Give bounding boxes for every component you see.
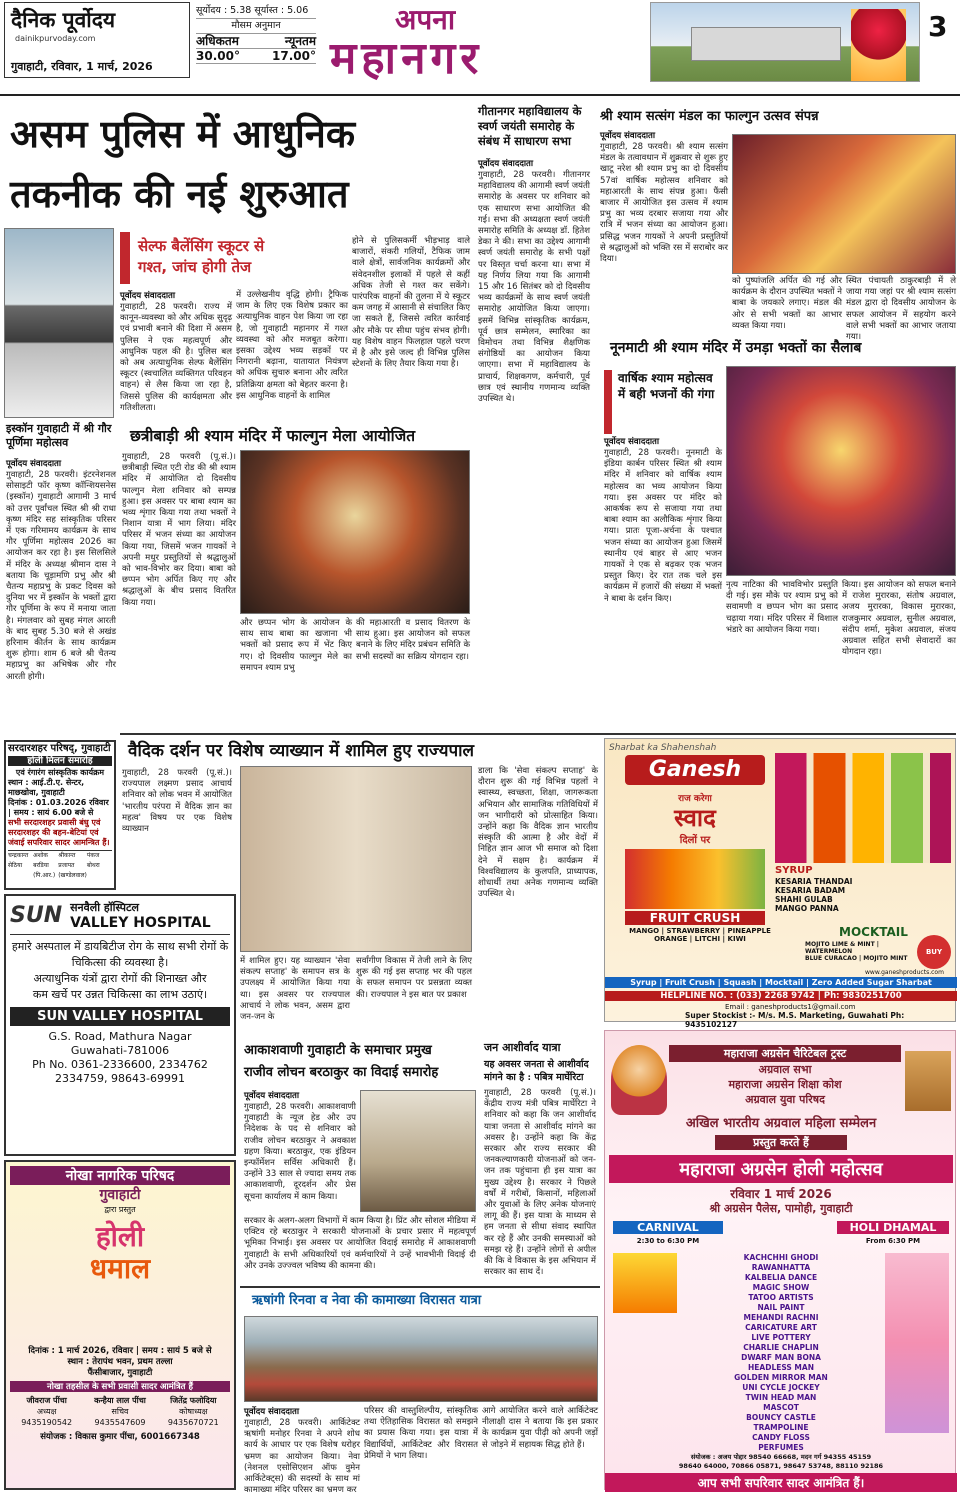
weather-box (196, 4, 316, 64)
ganesh-brand: Ganesh (625, 755, 765, 785)
ganesh-category-bar: Syrup | Fruit Crush | Squash | Mocktail | Zero Added Sugar Sharbat (605, 977, 957, 988)
sardarshahar-event-sub: एवं रंगारंग सांस्कृतिक कार्यक्रम (15, 768, 105, 777)
temp-labels: अधिकतम न्यूनतम (196, 34, 316, 48)
rishangi-body-1: गुवाहाटी, 28 फरवरी। आर्किटेक्ट ऋषांगी मनोहर रिनवा ने अपने शोध कार्य के आधार पर एक विशेष धरोहर भ्रमण का आयोजन किया। नेवा (नेशनल एसोसिएशन ऑफ वुमेन आर्किटेक्ट्स) की सदस्यों के साथ मां कामाख्या मंदिर परिसर का भ्रमण कर (244, 1418, 360, 1496)
attraction-item: TATOO ARTISTS (748, 1293, 814, 1302)
nokha-person: जीवराज पींचा अध्यक्ष 9435190542 (21, 1396, 73, 1427)
ganesh-stockist: Super Stockist :- M/s. M.S. Marketing, Guwahati Ph: 9435102127 (685, 1011, 905, 1029)
building-shape (691, 27, 841, 61)
rishangi-headline: ऋषांगी रिनवा व नेवा की कामाख्या विरासत यात्रा (252, 1293, 482, 1308)
agrasen-ad (604, 1030, 956, 1490)
attraction-item: CANDY FLOSS (752, 1433, 810, 1442)
rishangi-byline: पूर्वोदय संवाददाता (244, 1407, 300, 1417)
nokha-person: कन्हैया लाल पींचा सचिव 9435547609 (94, 1396, 146, 1427)
dancer-shape (851, 9, 906, 81)
noonmati-photo (726, 366, 956, 576)
akashvani-headline: आकाशवाणी गुवाहाटी के समाचार प्रमुख राजीव लोचन बरठाकुर का विदाई समारोह (244, 1043, 439, 1080)
section-top: अपना (395, 3, 456, 36)
agrasen-carnival: CARNIVAL (613, 1221, 723, 1234)
attraction-item: MAGIC SHOW (752, 1283, 810, 1292)
akashvani-body-2: सरकार के अलग-अलग विभागों में काम किया है। प्रिंट और सोशल मीडिया में एक्टिव रहे बरठाकुर ने सरकारी योजनाओं के प्रचार प्रसार में महत्वपूर्ण भूमिका निभाई। इस अवसर पर आयोजित विदाई समारोह में आकाशवाणी गुवाहाटी के सभी अधिकारियों एवं कर्मचारियों ने उन्हें भावभीनी विदाई दी और उनके उज्ज्वल भविष्य की कामना की। (244, 1216, 476, 1271)
ganesh-website: www.ganeshproducts.com (865, 969, 944, 976)
nokha-invite: नोखा तहसील के सभी प्रवासी सादर आमंत्रित हैं (10, 1381, 230, 1392)
ganesh-fruit-crush: FRUIT CRUSH (625, 911, 765, 925)
attraction-item: PERFUMES (758, 1443, 804, 1452)
sardarshahar-officials: चन्द्रकान्त सेठिया अशोक बरडिया (पि.आर.) श्रीकान्त प्रजापत (खण्डेलवाल) पंकज बोथरा (8, 850, 112, 881)
vedic-body-1: गुवाहाटी, 28 फरवरी (पू.सं.)। राज्यपाल लक्ष्मण प्रसाद आचार्य शनिवार को लोक भवन में आयोजित 'भारतीय परंपरा में वैदिक ज्ञान का महत्व' विषय पर एक विशेष व्याख्यान (122, 768, 232, 835)
satsang-photo (732, 134, 956, 274)
agrasen-holi-dhamal: HOLI DHAMAL (837, 1221, 949, 1234)
ganesh-crush-bottles (625, 849, 765, 909)
weather-label: मौसम अनुमान (196, 19, 316, 34)
sunvalley-address: G.S. Road, Mathura Nagar Guwahati-781006 Ph No. 0361-2336600, 2334762 2334759, 98643-69991 (32, 1030, 208, 1085)
agrasen-event: महाराजा अग्रसेन होली महोत्सव (609, 1155, 953, 1183)
divider (240, 1286, 600, 1288)
ganesh-buy-now: BUY (917, 935, 951, 969)
noonmati-byline: पूर्वोदय संवाददाता (604, 437, 660, 447)
chhatribari-photo (240, 450, 470, 614)
paper-name: दैनिक पूर्वोदय (11, 7, 116, 32)
agrasen-line-4: अग्रवाल युवा परिषद (745, 1093, 825, 1106)
scooter-photo (4, 228, 114, 418)
attraction-item: RAWANHATTA (751, 1263, 811, 1272)
attraction-item: GOLDEN MIRROR MAN (734, 1373, 828, 1382)
ganesh-email: Email : ganeshproducts1@gmail.com (725, 1003, 856, 1011)
noonmati-body: गुवाहाटी, 28 फरवरी। नूनमाटी के इंडिया कार्बन परिसर स्थित श्री श्याम मंदिर में शनिवार को वार्षिक श्याम महोत्सव का भव्य आयोजन किया गया। इस अवसर पर मंदिर को आकर्षक रूप से सजाया गया तथा बाबा श्याम का अलौकिक शृंगार किया गया। प्रातः पूजा-अर्चना के पश्चात भजन संध्या का आयोजन हुआ जिसमें स्थानीय एवं बाहर से आए भजन गायकों ने एक से बढ़कर एक भजन प्रस्तुत किए। देर रात तक चले इस कार्यक्रम में हजारों की संख्या में भक्तों ने बाबा के दर्शन किए। (604, 448, 722, 604)
header-photo (650, 2, 920, 82)
attraction-item: CHARLIE CHAPLIN (743, 1343, 819, 1352)
agrasen-holi-time: From 6:30 PM (865, 1237, 921, 1245)
iskcon-headline: इस्कॉन गुवाहाटी में श्री गौर पूर्णिमा महोत्सव (6, 422, 112, 449)
nokha-dhamal: धमाल (89, 1252, 151, 1285)
iskcon-byline: पूर्वोदय संवाददाता (6, 459, 62, 469)
gitanagar-headline: गीतानगर महाविद्यालय के स्वर्ण जयंती समारोह के संबंध में साधारण सभा (478, 104, 582, 148)
satsang-body-2: को पुष्पांजलि अर्पित की गई और कार्यक्रम के दौरान उपस्थित भक्तों ने बाबा के जयकारे लगाए। मंडल की ओर से सभी भक्तों का आभार व्यक्त किया गया। (732, 276, 842, 331)
attraction-item: BOUNCY CASTLE (746, 1413, 816, 1422)
chhatribari-body-1: गुवाहाटी, 28 फरवरी (पू.सं.)। छत्रीबाड़ी स्थित एटी रोड की श्री श्याम मंदिर में आयोजित दो दिवसीय फाल्गुन मेला शनिवार को सम्पन्न हुआ। इस अवसर पर बाबा श्याम का भव्य शृंगार किया गया तथा भक्तों ने निशान यात्रा में भाग लिया। मंदिर परिसर में भजन संध्या का आयोजन किया गया, जिसमें भजन गायकों ने अपनी मधुर प्रस्तुतियों से श्रद्धालुओं को भाव-विभोर कर दिया। बाबा को छप्पन भोग अर्पित किए गए और श्रद्धालुओं के बीच प्रसाद वितरित किया गया। (122, 452, 236, 608)
akashvani-photo (360, 1090, 476, 1212)
jan-body: गुवाहाटी, 28 फरवरी (पू.सं.)। केंद्रीय राज्य मंत्री पबित्र मार्घेरिटा ने शनिवार को कहा कि जन आशीर्वाद यात्रा जनता से आशीर्वाद मांगने का अवसर है। उन्होंने कहा कि केंद्र सरकार और राज्य सरकार की जनकल्याणकारी योजनाओं को जन-जन तक पहुंचाना ही इस यात्रा का मुख्य उद्देश्य है। सरकार ने पिछले वर्षों में गरीबों, किसानों, महिलाओं और युवाओं के लिए अनेक योजनाएं लागू की हैं। इस यात्रा के माध्यम से हम जनता से सीधा संवाद स्थापित कर रहे हैं और उनकी समस्याओं को समझ रहे हैं। उन्होंने लोगों से अपील की कि वे विकास के इस अभियान में सरकार का साथ दें। (484, 1088, 596, 1278)
sardarshahar-city: , गुवाहाटी (73, 743, 111, 754)
rishangi-body-2: परिसर की वास्तुशिल्पीय, सांस्कृतिक तथा ऐतिहासिक विरासत को समझने का प्रयास किया गया। इस यात्रा में विद्यार्थियों, आर्किटेक्ट और विरासत प्रेमियों ने भाग लिया। (364, 1406, 478, 1461)
lead-subheadline: सेल्फ बैलेंसिंग स्कूटर से गश्त, जांच होगी तेज (120, 232, 360, 284)
nokha-title: नोखा नागरिक परिषद (10, 1166, 230, 1185)
rishangi-photo (244, 1316, 598, 1402)
ganesh-fruit-list: MANGO | STRAWBERRY | PINEAPPLE ORANGE | LITCHI | KIWI (629, 927, 771, 943)
lead-byline: पूर्वोदय संवाददाता (120, 291, 176, 301)
lead-body-3: होने से पुलिसकर्मी भीड़भाड़ वाले बाजारों, संकरी गलियों, टैफिक जाम वाले क्षेत्रों, सार्वजनिक कार्यक्रमों और संवेदनशील इलाकों में पहले से कहीं अधिक तेजी से गश्त कर सकेंगे। पारंपरिक वाहनों की तुलना में ये स्कूटर कम जगह में आसानी से संचालित किए जा सकते हैं, जिससे त्वरित कार्रवाई और मौके पर सीधा पहुंच संभव होगी। यह विशेष वाहन फिलहाल पहले चरण में है और इसे जल्द ही विभिन्न पुलिस स्टेशनों के लिए तैयार किया गया है। (352, 236, 470, 370)
agrasen-footer: आप सभी सपरिवार सादर आमंत्रित हैं। (605, 1473, 957, 1492)
nokha-ad (4, 1160, 236, 1490)
gitanagar-body: गुवाहाटी, 28 फरवरी। गीतानगर महाविद्यालय की आगामी स्वर्ण जयंती समारोह के अवसर पर शनिवार को एक साधारण सभा आयोजित की गई। सभा की अध्यक्षता स्वर्ण जयंती समारोह समिति के अध्यक्ष डॉ. हितेश डेका ने की। सभा का उद्देश्य आगामी स्वर्ण जयंती समारोह के सभी पक्षों पर विस्तृत चर्चा करना था। सभा में यह निर्णय लिया गया कि आगामी 15 और 16 सितंबर को दो दिवसीय भव्य कार्यक्रमों के साथ स्वर्ण जयंती समारोह आयोजित किया जाएगा। इसमें विभिन्न सांस्कृतिक कार्यक्रम, पूर्व छात्र सम्मेलन, स्मारिका का विमोचन तथा विभिन्न शैक्षणिक संगोष्ठियों का आयोजन किया जाएगा। सभा में महाविद्यालय के प्राचार्य, शिक्षकगण, कर्मचारी, पूर्व छात्र एवं स्थानीय गणमान्य व्यक्ति उपस्थित थे। (478, 170, 590, 405)
attraction-item: TRAMPOLINE (753, 1423, 809, 1432)
chhatribari-body-2: और छप्पन भोग के आयोजन के साथ साथ बाबा का खजाना भी भक्तों को प्रसाद रूप में भेंट किए गए। दो दिवसीय फाल्गुन मेले का समापन श्याम प्रभु (240, 618, 352, 673)
nokha-holi: होली (95, 1220, 145, 1253)
noonmati-body-2: नृत्य नाटिका की भावविभोर प्रस्तुति दी गई। इस मौके पर श्याम प्रभु को सवामणी व छप्पन भोग का प्रसाद चढ़ाया गया। मंदिर परिसर में विशाल भंडारे का आयोजन किया गया। (726, 580, 838, 635)
rishangi-body-3: आगे आयोजित करने वाले आर्किटेक्ट नीलाक्षी दास ने बताया कि इस प्रकार के कार्यक्रम युवा पीढ़ी को अपनी जड़ों से जोड़ने में सहायक सिद्ध होते हैं। (482, 1406, 598, 1450)
ganesh-raj-karega: राज करेगा (678, 794, 712, 804)
section-title: महानगर (330, 33, 484, 84)
attraction-item: KALBELIA DANCE (744, 1273, 818, 1282)
attraction-item: MASCOT (763, 1403, 799, 1412)
sunvalley-logo: SUN (10, 903, 63, 928)
sunvalley-ad (4, 894, 236, 1156)
nokha-city: गुवाहाटी (99, 1187, 141, 1203)
agrasen-attractions (715, 1253, 847, 1453)
agrasen-contact: संयोजक : अजय पोद्दार 98540 66668, मदन गर्ग 94355 45159 98640 64000, 70866 05871, 98647 53748, 88110 92186 (678, 1453, 884, 1470)
agrasen-presents: प्रस्तुत करते हैं (715, 1135, 847, 1150)
masthead (4, 2, 190, 78)
ganesh-mocktail-list: MOJITO LIME & MINT | WATERMELON BLUE CURACAO | MOJITO MINT (805, 941, 908, 962)
paper-url: dainikpurvoday.com (15, 34, 96, 43)
sunvalley-name-en: VALLEY HOSPITAL (70, 915, 211, 931)
ganesh-bottles (775, 753, 951, 863)
iskcon-body: गुवाहाटी, 28 फरवरी। इंटरनेशनल सोसाइटी फॉर कृष्ण कॉन्शियसनेस (इस्कॉन) गुवाहाटी आगामी 3 मार्च को उत्तर पूर्वांचल स्थित श्री श्री राधा कृष्ण मंदिर सह सांस्कृतिक परिसर में एक गरिमामय कार्यक्रम के साथ गौर पूर्णिमा महोत्सव 2026 का आयोजन कर रहा है। इस सिलसिले में मंदिर के अध्यक्ष श्रीमान दास ने बताया कि चूड़ामणि प्रभु और श्री चैतन्य महाप्रभु के प्रकट दिवस को दुनिया भर में इस्कॉन के भक्तों द्वारा गौर पूर्णिमा के रूप में मनाया जाता है। मंगलवार को सुबह मंगल आरती के बाद सुबह 5.30 बजे से अखंड हरिनाम कीर्तन के साथ कार्यक्रम शुरू होगा। शाम 6 बजे श्री चैतन्य महाप्रभु का अभिषेक और गौर आरती होगी। (6, 470, 116, 682)
attraction-item: MEHANDI RACHNI (743, 1313, 819, 1322)
attraction-item: DWARF MAN BONA (741, 1353, 821, 1362)
noonmati-body-3: किया। इस आयोजन को सफल बनाने में राजेश मुरारका, संतोष अग्रवाल, अजय मुरारका, विकास मुरारका, राजकुमार अग्रवाल, सुनील अग्रवाल, संदीप शर्मा, मुकेश अग्रवाल, संजय अग्रवाल सहित सभी सेवादारों का योगदान रहा। (842, 580, 956, 658)
akashvani-byline: पूर्वोदय संवाददाता (244, 1091, 300, 1101)
nokha-presents: द्वारा प्रस्तुत (104, 1205, 136, 1214)
satsang-body: गुवाहाटी, 28 फरवरी। श्री श्याम सत्संग मंडल के तत्वावधान में शुक्रवार से शुरू हुए खाटू नरेश श्री श्याम प्रभु का दो दिवसीय 57वां वार्षिक महोत्सव शनिवार को महाआरती के साथ संपन्न हुआ। फैंसी बाजार में आयोजित इस उत्सव में श्याम प्रभु का भव्य दरबार सजाया गया और रात्रि में भजन संध्या का आयोजन हुआ। प्रसिद्ध भजन गायकों ने अपनी प्रस्तुतियों से श्रद्धालुओं को भक्ति रस में सराबोर कर दिया। (600, 142, 728, 265)
ganesh-swad: स्वाद (674, 804, 716, 832)
satsang-byline: पूर्वोदय संवाददाता (600, 131, 656, 141)
vedic-body-2: में शामिल हुए। यह व्याख्यान 'सेवा संकल्प सप्ताह' के समापन सत्र के उपलक्ष्य में आयोजित किया गया था। इस अवसर पर राज्यपाल आचार्य ने लोक भवन, असम द्वारा जन-जन के (240, 956, 350, 1023)
sardarshahar-event: होली मिलन समारोह (8, 756, 112, 766)
ganesh-dilon-par: दिलों पर (679, 835, 711, 846)
vedic-headline: वैदिक दर्शन पर विशेष व्याख्यान में शामिल हुए राज्यपाल (128, 741, 475, 761)
sardarshahar-title: सरदारशहर परिषद् (8, 743, 74, 754)
divider (120, 733, 956, 735)
sunvalley-text: हमारे अस्पताल में डायबिटीज रोग के साथ सभी रोगों के चिकित्सा की व्यवस्था है। अत्याधुनिक यंत्रों द्वारा रोगों की शिनाख्त और कम खर्चे पर उन्नत चिकित्सा का लाभ उठाएं। (11, 940, 229, 1001)
akashvani-body-1: गुवाहाटी, 28 फरवरी। आकाशवाणी गुवाहाटी के न्यूज हेड और उप निदेशक के पद से शनिवार को राजीव लोचन बरठाकुर ने अवकाश ग्रहण किया। बरठाकुर, एक इंडियन इन्फॉर्मेशन सर्विस अधिकारी हैं। उन्होंने 33 साल से ज्यादा समय तक आकाशवाणी, दूरदर्शन और प्रेस सूचना कार्यालय में काम किया। (244, 1102, 356, 1202)
attraction-item: KACHCHHI GHODI (743, 1253, 819, 1262)
agrasen-portrait (611, 1045, 667, 1115)
vedic-body-4: डाला कि 'सेवा संकल्प सप्ताह' के दौरान शुरू की गई विभिन्न पहलों ने स्वास्थ्य, स्वच्छता, शिक्षा, जागरूकता अभियान और सामाजिक गतिविधियों में जन भागीदारी को प्रोत्साहित किया। उन्होंने कहा कि वैदिक ज्ञान भारतीय संस्कृति की आत्मा है और वेदों में निहित ज्ञान आज भी समाज को दिशा देने में सक्षम है। कार्यक्रम में विश्वविद्यालय के कुलपति, प्राध्यापक, शोधार्थी तथा अनेक गणमान्य व्यक्ति उपस्थित थे। (478, 766, 598, 900)
ganesh-tagline: Sharbat ka Shahenshah (609, 743, 717, 753)
lead-body-2: में उल्लेखनीय वृद्धि होगी। ट्रैफिक जाम के लिए एक विशेष प्रकार का अत्याधुनिक वाहन पेश किया जा रहा है, जो गुवाहाटी महानगर में गश्त व्यवस्था को और मजबूत करेगा। इसका उद्देश्य भव्य सड़कों पर निगरानी बढ़ाना, यातायात नियंत्रण को अधिक सुचारु बनाना और त्वरित प्रतिक्रिया क्षमता को बेहतर करना है। इस आधुनिक वाहनों के शामिल (236, 290, 348, 401)
agrasen-line-3: महाराजा अग्रसेन शिक्षा कोश (728, 1078, 842, 1091)
satsang-body-3: स्थित पंचायती ठाकुरबाड़ी में ले जाया गया जहां पर श्री श्याम सत्संग मंडल द्वारा दो दिवसीय आयोजन के सफल आयोजन में सहयोग करने वाले सभी भक्तों का आभार जताया गया। (846, 276, 956, 343)
temp-values: 30.00° 17.00° (196, 49, 316, 63)
vedic-body-3: सर्वांगीण विकास में तेजी लाने के लिए शुरू की गई इस सप्ताह भर की पहल के सफल समापन पर प्रसन्नता व्यक्त की। राज्यपाल ने इस बात पर प्रकाश (356, 956, 472, 1000)
chhatribari-body-3: की महाआरती व प्रसाद वितरण के साथ हुआ। इस आयोजन को सफल बनाने के लिए मंदिर प्रबंधन समिति के सभी सदस्यों का सक्रिय योगदान रहा। (356, 618, 470, 662)
page-header (0, 0, 960, 96)
sardarshahar-date: दिनांक : 01.03.2026 रविवार | समय : सायं 6.00 बजे से (8, 798, 109, 817)
chhatribari-headline: छत्रीबाड़ी श्री श्याम मंदिर में फाल्गुन मेला आयोजित (130, 426, 416, 445)
camel-shape (905, 1051, 951, 1111)
agrasen-line-1: महाराजा अग्रसेन चैरिटेबल ट्रस्ट (669, 1045, 901, 1062)
jan-subheadline: यह अवसर जनता से आशीर्वाद मांगने का है : पबित्र मार्घेरिटा (484, 1059, 589, 1083)
lead-headline: असम पुलिस में आधुनिक तकनीक की नई शुरुआत (10, 111, 356, 216)
ganesh-ad (604, 738, 956, 1029)
bouncy-castle-shape (613, 1253, 677, 1313)
nokha-venue-2: फैंसीबाजार, गुवाहाटी (87, 1368, 153, 1378)
agrasen-line-2: अग्रवाल सभा (758, 1063, 812, 1076)
sardarshahar-ad (4, 740, 116, 890)
ganesh-syrup-list: KESARIA THANDAI KESARIA BADAM SHAHI GULAB MANGO PANNA (775, 877, 853, 913)
sardarshahar-invite: सभी सरदारशहर प्रवासी बंधु एवं सरदारशहर की बहन-बेटियां एवं जंवाई सपरिवार सादर आमन्त्रित हैं। (8, 818, 110, 847)
nokha-venue: स्थान : तेरापंथ भवन, प्रथम तल्ला (67, 1357, 173, 1367)
noonmati-subheadline: वार्षिक श्याम महोत्सव में बही भजनों की गंगा (604, 370, 722, 434)
ganesh-helpline: HELPLINE NO. : (033) 2268 9742 | Ph: 9830251700 (605, 991, 957, 1001)
nokha-people (10, 1395, 230, 1428)
attraction-item: TWIN HEAD MAN (745, 1393, 817, 1402)
agrasen-date: रविवार 1 मार्च 2026 (730, 1187, 832, 1201)
jan-headline: जन आशीर्वाद यात्रा (484, 1041, 561, 1054)
dancers-shape (885, 1253, 949, 1433)
sun-times: सूर्योदय : 5.38 सूर्यास्त : 5.06 (196, 4, 316, 19)
noonmati-headline: नूनमाटी श्री श्याम मंदिर में उमड़ा भक्तों का सैलाब (610, 340, 862, 356)
nokha-date: दिनांक : 1 मार्च 2026, रविवार | समय : सायं 5 बजे से (28, 1346, 212, 1356)
lead-body-1: गुवाहाटी, 28 फरवरी। राज्य में कानून-व्यवस्था को और अधिक सुदृढ़ एवं प्रभावी बनाने की दिशा में असम पुलिस ने एक महत्वपूर्ण और आधुनिक पहल की है। पुलिस बल को अब अत्याधुनिक सेल्फ बैलेंसिंग स्कूटर (स्वचालित व्यक्तिगत परिवहन वाहन) से लैस किया जा रहा है, जिससे पुलिस की कार्यक्षमता और गतिशीलता। (120, 302, 232, 413)
ganesh-syrup-title: SYRUP (775, 865, 813, 876)
attraction-item: CARICATURE ART (745, 1323, 817, 1332)
attraction-item: UNI CYCLE JOCKEY (742, 1383, 820, 1392)
sunvalley-name-hi: सनवैली हॉस्पिटल (70, 901, 139, 914)
attraction-item: HEADLESS MAN (748, 1363, 814, 1372)
nokha-convener: संयोजक : विकास कुमार पींचा, 6001667348 (40, 1432, 200, 1442)
sunvalley-name-bar: SUN VALLEY HOSPITAL (10, 1007, 230, 1026)
sardarshahar-venue: स्थान : आई.टी.ए. सेन्टर, माछखोवा, गुवाहाटी (8, 778, 85, 797)
page-number: 3 (928, 10, 948, 43)
agrasen-line-5: अखिल भारतीय अग्रवाल महिला सम्मेलन (685, 1116, 877, 1131)
ganesh-mocktail: MOCKTAIL (839, 925, 908, 939)
vedic-photo (240, 766, 472, 952)
agrasen-venue: श्री अग्रसेन पैलेस, पामोही, गुवाहाटी (709, 1202, 853, 1215)
attraction-item: LIVE POTTERY (751, 1333, 811, 1342)
agrasen-carnival-time: 2:30 to 6:30 PM (636, 1237, 700, 1245)
gitanagar-byline: पूर्वोदय संवाददाता (478, 159, 534, 169)
nokha-person: जितेंद्र फलोदिया कोषाध्यक्ष 9435670721 (167, 1396, 219, 1427)
issue-date: गुवाहाटी, रविवार, 1 मार्च, 2026 (11, 60, 153, 73)
satsang-headline: श्री श्याम सत्संग मंडल का फाल्गुन उत्सव संपन्न (600, 109, 819, 124)
attraction-item: NAIL PAINT (757, 1303, 805, 1312)
